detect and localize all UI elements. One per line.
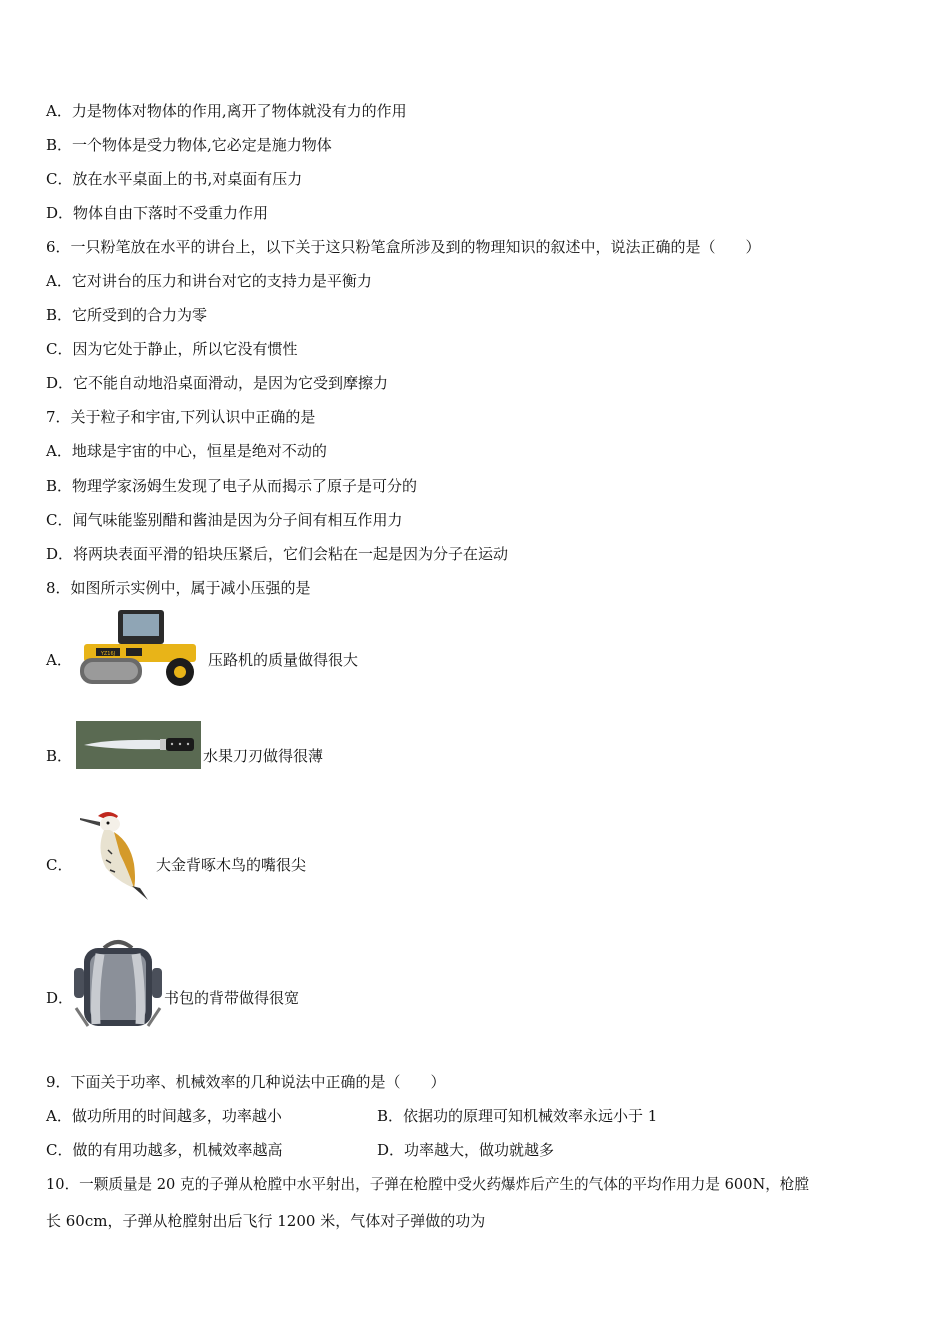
q8-option-a-letter: A． <box>46 651 72 669</box>
q9-option-d: D．功率越大，做功就越多 <box>377 1141 555 1159</box>
backpack-icon <box>74 938 162 1034</box>
q5-option-d: D．物体自由下落时不受重力作用 <box>46 204 269 222</box>
q6-option-b: B．它所受到的合力为零 <box>46 306 208 324</box>
q10-line2: 长 60cm，子弹从枪膛射出后飞行 1200 米，气体对子弹做的功为 <box>46 1212 486 1230</box>
q8-stem: 8．如图所示实例中，属于减小压强的是 <box>46 579 311 597</box>
q5-option-b: B．一个物体是受力物体,它必定是施力物体 <box>46 136 332 154</box>
q5-option-c: C．放在水平桌面上的书,对桌面有压力 <box>46 170 303 188</box>
q7-option-c: C．闻气味能鉴别醋和酱油是因为分子间有相互作用力 <box>46 511 403 529</box>
q8-option-c-caption: 大金背啄木鸟的嘴很尖 <box>156 856 307 874</box>
knife-icon <box>76 721 201 769</box>
q8-option-d-caption: 书包的背带做得很宽 <box>164 989 300 1007</box>
road-roller-icon <box>78 606 206 688</box>
q7-option-d: D．将两块表面平滑的铅块压紧后，它们会粘在一起是因为分子在运动 <box>46 545 509 563</box>
q6-option-c: C．因为它处于静止，所以它没有惯性 <box>46 340 298 358</box>
q8-option-a-caption: 压路机的质量做得很大 <box>208 651 359 669</box>
q10-line1: 10．一颗质量是 20 克的子弹从枪膛中水平射出，子弹在枪膛中受火药爆炸后产生的气体的平均作用力是 600N，枪膛 <box>46 1176 809 1193</box>
roller-brand-label: YZ16J <box>100 651 116 657</box>
q9-stem: 9．下面关于功率、机械效率的几种说法中正确的是（ ） <box>46 1073 446 1091</box>
q9-option-c: C．做的有用功越多，机械效率越高 <box>46 1141 283 1159</box>
q7-option-a: A．地球是宇宙的中心，恒星是绝对不动的 <box>46 442 327 460</box>
q9-option-a: A．做功所用的时间越多，功率越小 <box>46 1107 282 1125</box>
q6-option-a: A．它对讲台的压力和讲台对它的支持力是平衡力 <box>46 272 372 290</box>
q8-option-d-letter: D． <box>46 989 74 1007</box>
woodpecker-icon <box>78 810 154 902</box>
q7-option-b: B．物理学家汤姆生发现了电子从而揭示了原子是可分的 <box>46 477 418 495</box>
q6-stem: 6．一只粉笔放在水平的讲台上，以下关于这只粉笔盒所涉及到的物理知识的叙述中，说法正确的是（ ） <box>46 238 761 256</box>
q8-option-b-caption: 水果刀刃做得很薄 <box>203 747 324 765</box>
q9-option-b: B．依据功的原理可知机械效率永远小于 1 <box>377 1107 658 1125</box>
q5-option-a: A．力是物体对物体的作用,离开了物体就没有力的作用 <box>46 102 407 120</box>
q7-stem: 7．关于粒子和宇宙,下列认识中正确的是 <box>46 408 316 426</box>
q8-option-c-letter: C． <box>46 856 73 874</box>
q6-option-d: D．它不能自动地沿桌面滑动，是因为它受到摩擦力 <box>46 374 389 392</box>
q8-option-b-letter: B． <box>46 747 73 765</box>
